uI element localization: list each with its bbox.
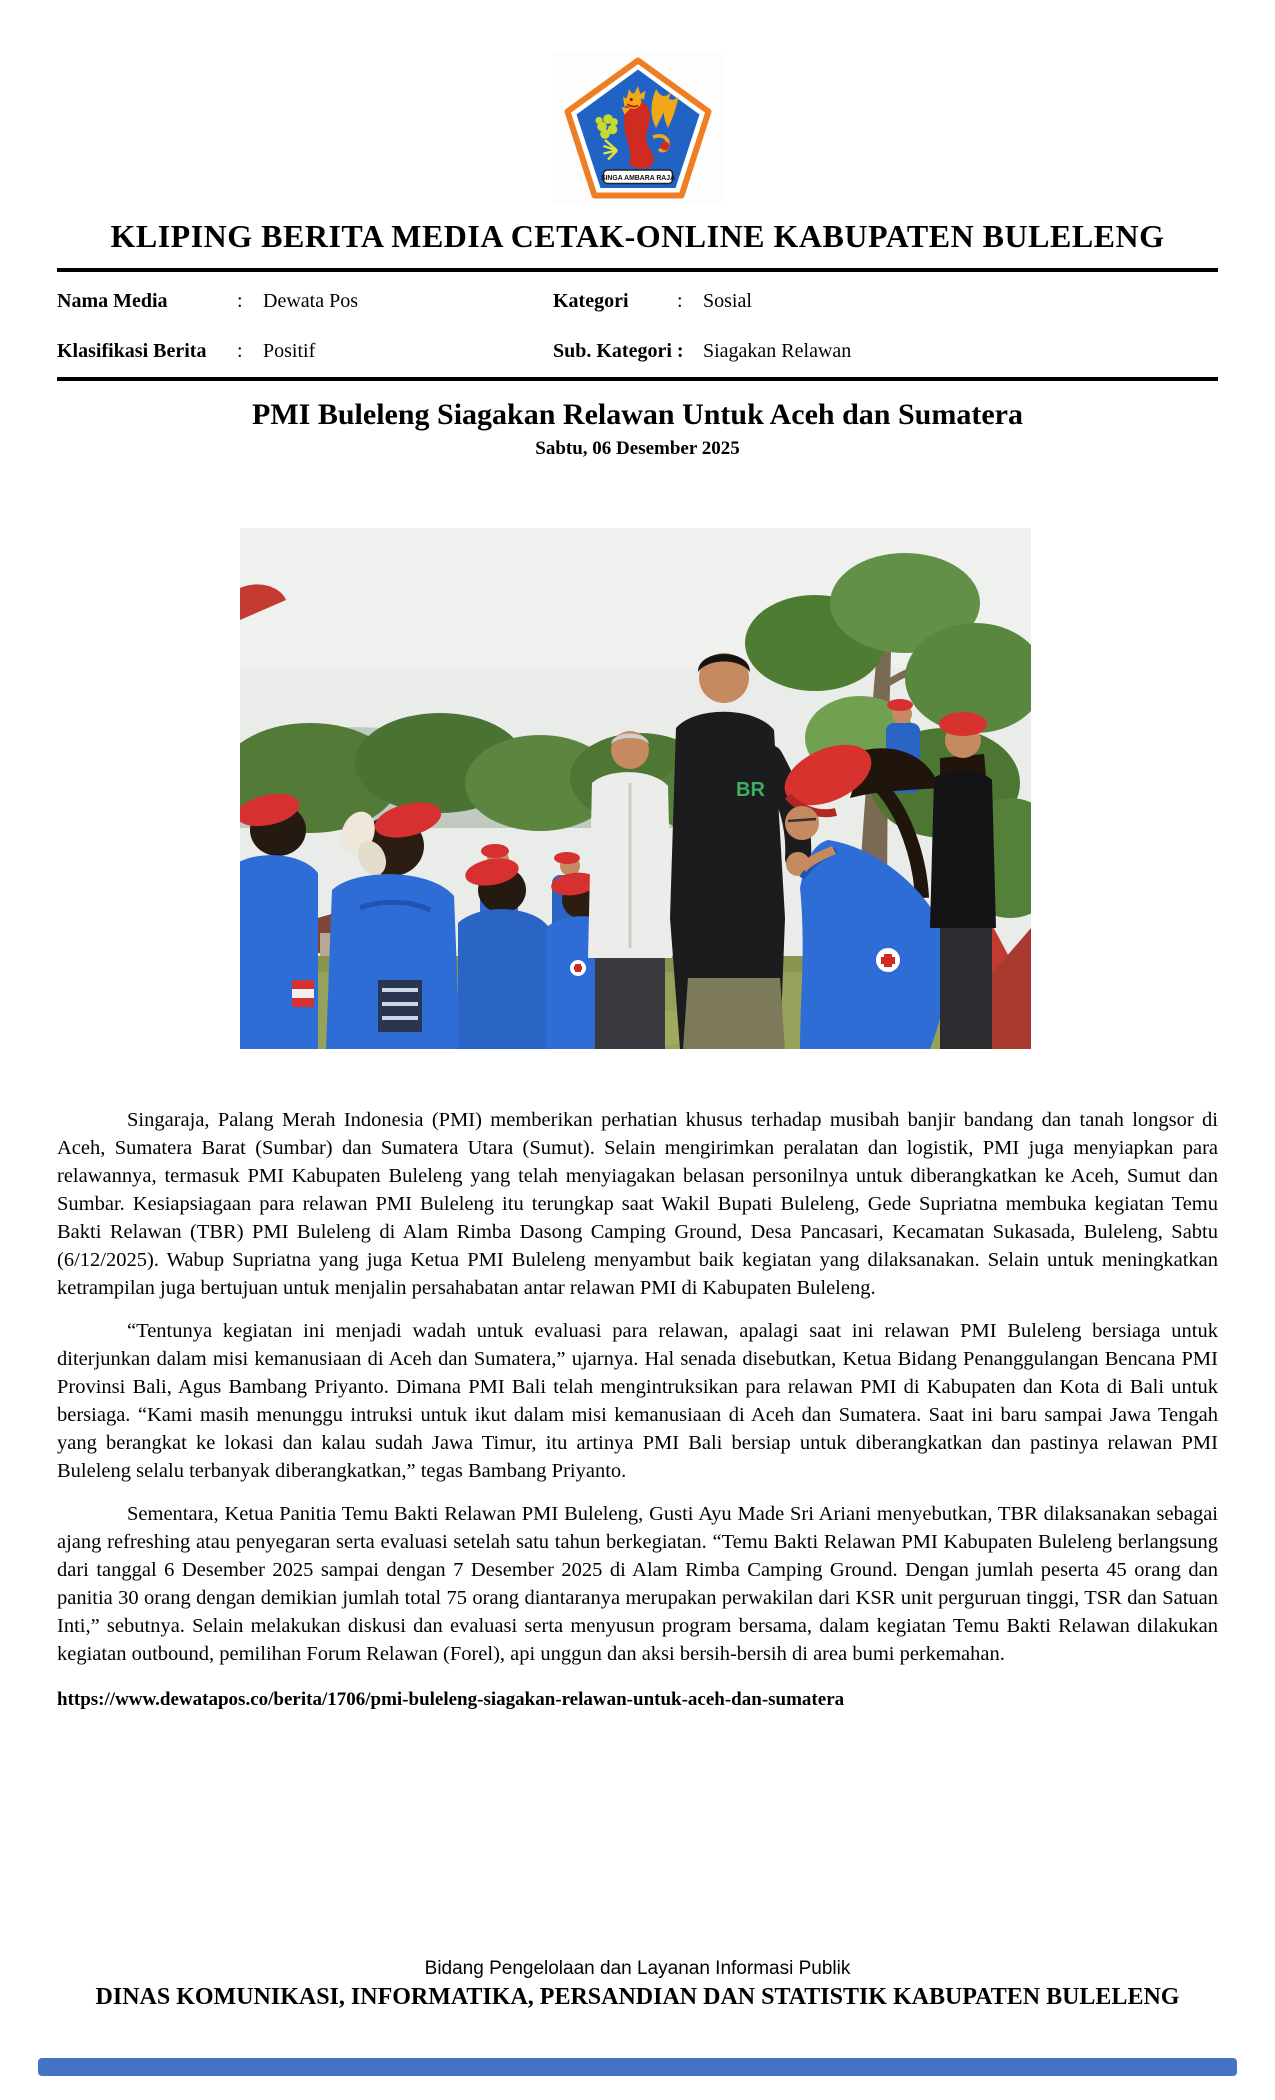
kliping-title: KLIPING BERITA MEDIA CETAK-ONLINE KABUPATEN BULELENG [110, 218, 1165, 254]
buleleng-coat-of-arms-icon [563, 56, 713, 200]
article-photo [240, 528, 1031, 1049]
footer-bidang-line: Bidang Pengelolaan dan Layanan Informasi Publik [424, 1958, 851, 1979]
article-date: Sabtu, 06 Desember 2025 [535, 438, 740, 459]
paragraph-3: Sementara, Ketua Panitia Temu Bakti Relawan PMI Buleleng, Gusti Ayu Made Sri Ariani menyebutkan, TBR dilaksanakan sebagai ajang refreshing atau penyegaran serta evaluasi setelah satu tahun berkegiatan. “Temu Bakti Relawan PMI Kabupaten Buleleng berlangsung dari tanggal 6 Desember 2025 sampai dengan 7 Desember 2025 di Alam Rimba Camping Ground. Dengan jumlah peserta 45 orang dan panitia 30 orang dengan demikian jumlah total 75 orang diantaranya merupakan perwakilan dari KSR unit perguruan tinggi, TSR dan Satuan Inti,” sebutnya. Selain melakukan diskusi dan evaluasi serta menyusun program bersama, dalam kegiatan Temu Bakti Relawan dilakukan kegiatan outbound, pemilihan Forum Relawan (Forel), api unggun dan aksi bersih-bersih di area bumi perkemahan. [57, 1503, 1218, 1665]
klasifikasi-value: Positif [263, 340, 316, 362]
article-title: PMI Buleleng Siagakan Relawan Untuk Aceh dan Sumatera [252, 398, 1023, 431]
klasifikasi-label: Klasifikasi Berita [57, 340, 207, 362]
kategori-colon: : [677, 290, 683, 312]
divider-rule-bottom [57, 377, 1218, 381]
nama-media-colon: : [237, 290, 243, 312]
logo-box [552, 52, 724, 204]
source-url: https://www.dewatapos.co/berita/1706/pmi-buleleng-siagakan-relawan-untuk-aceh-dan-sumatera [57, 1689, 845, 1710]
paragraph-2: “Tentunya kegiatan ini menjadi wadah untuk evaluasi para relawan, apalagi saat ini relawan PMI Buleleng bersiaga untuk diterjunkan dalam misi kemanusiaan di Aceh dan Sumatera,” ujarnya. Hal senada disebutkan, Ketua Bidang Penanggulangan Bencana PMI Provinsi Bali, Agus Bambang Priyanto. Dimana PMI Bali telah mengintruksikan para relawan PMI di Kabupaten dan Kota di Bali untuk bersiaga. “Kami masih menunggu intruksi untuk ikut dalam misi kemanusiaan di Aceh dan Sumatera. Saat ini baru sampai Jawa Tengah yang berangkat ke lokasi dan kalau sudah Jawa Timur, itu artinya PMI Bali bersiap untuk diberangkatkan dan pastinya relawan PMI Buleleng selalu terbanyak diberangkatkan,” tegas Bambang Priyanto. [57, 1320, 1218, 1482]
footer-dinas-line: DINAS KOMUNIKASI, INFORMATIKA, PERSANDIAN DAN STATISTIK KABUPATEN BULELENG [95, 1984, 1180, 2010]
bottom-accent-bar [38, 2058, 1237, 2076]
sub-kategori-value: Siagakan Relawan [703, 340, 852, 362]
nama-media-label: Nama Media [57, 290, 168, 312]
article-body [57, 1106, 1218, 1714]
divider-rule-top [57, 268, 1218, 272]
meta-row-1 [57, 288, 1218, 314]
klasifikasi-colon: : [237, 340, 243, 362]
nama-media-value: Dewata Pos [263, 290, 358, 312]
sub-kategori-label: Sub. Kategori : [553, 340, 684, 362]
paragraph-1: Singaraja, Palang Merah Indonesia (PMI) memberikan perhatian khusus terhadap musibah banjir bandang dan tanah longsor di Aceh, Sumatera Barat (Sumbar) dan Sumatera Utara (Sumut). Selain mengirimkan peralatan dan logistik, PMI juga menyiapkan para relawannya, termasuk PMI Kabupaten Buleleng yang telah menyiagakan belasan personilnya untuk diberangkatkan ke Aceh, Sumut dan Sumbar. Kesiapsiagaan para relawan PMI Buleleng itu terungkap saat Wakil Bupati Buleleng, Gede Supriatna membuka kegiatan Temu Bakti Relawan (TBR) PMI Buleleng di Alam Rimba Dasong Camping Ground, Desa Pancasari, Kecamatan Sukasada, Buleleng, Sabtu (6/12/2025). Wabup Supriatna yang juga Ketua PMI Buleleng menyambut baik kegiatan yang dilaksanakan. Selain untuk meningkatkan ketrampilan juga bertujuan untuk menjalin persahabatan antar relawan PMI di Kabupaten Buleleng. [57, 1109, 1218, 1299]
article-photo-illustration [240, 528, 1031, 1049]
kategori-value: Sosial [703, 290, 752, 312]
logo-banner-text: SINGA AMBARA RAJA [600, 174, 676, 182]
kategori-label: Kategori [553, 290, 629, 312]
meta-row-2 [57, 338, 1218, 364]
svg-text:BR: BR [736, 779, 765, 801]
